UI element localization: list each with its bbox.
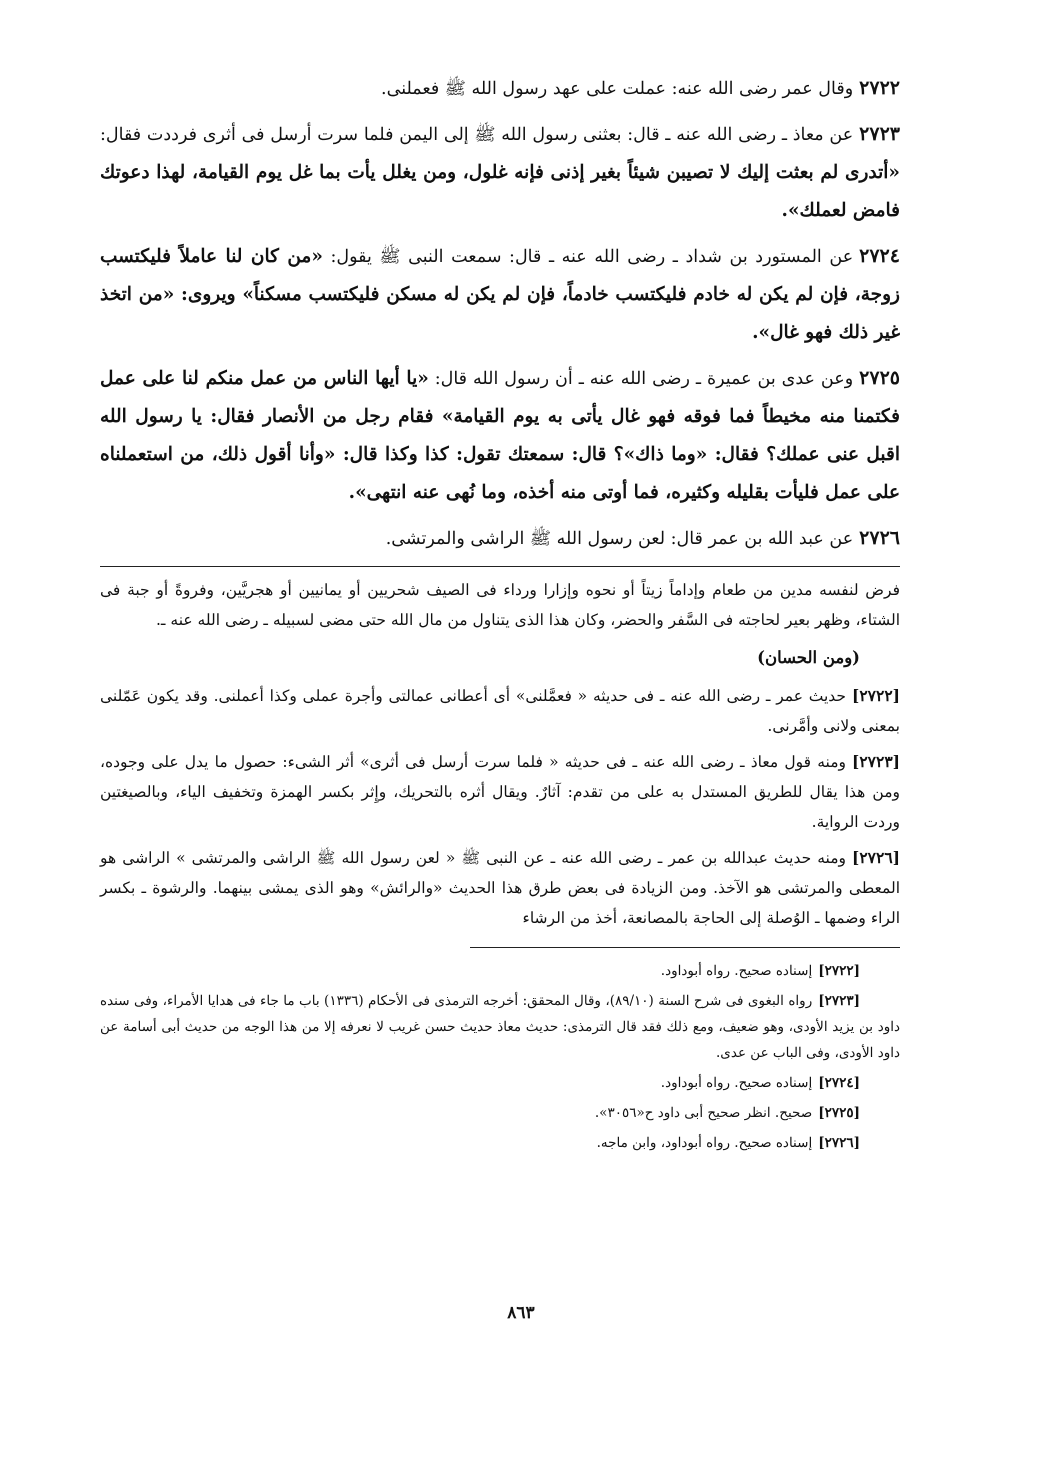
section-title: (ومن الحسان) <box>757 648 860 667</box>
hadith-text: وعن عدى بن عميرة ـ رضى الله عنه ـ أن رسول الله قال: <box>434 369 854 389</box>
commentary-ref: [٢٧٢٦] <box>852 848 900 867</box>
hadith-number: ٢٧٢٦ <box>859 527 900 549</box>
hadith-2725 <box>100 360 900 512</box>
hadith-2724 <box>100 238 900 352</box>
footnote-text: إسناده صحيح. رواه أبوداود. <box>660 963 813 979</box>
footnote-ref: [٢٧٢٢] <box>818 963 860 979</box>
footnote-ref: [٢٧٢٤] <box>818 1075 860 1091</box>
page-number: ٨٦٣ <box>507 1303 535 1323</box>
hadith-number: ٢٧٢٣ <box>859 123 900 145</box>
commentary-text: حديث عمر ـ رضى الله عنه ـ فى حديثه « فعمَّلنى» أى أعطانى عمالتى وأجرة عملى وكذا أعملنى. وقد يكون عَمّلنى بمعنى ولانى وأمَّرنى. <box>100 687 900 735</box>
hadith-number: ٢٧٢٥ <box>859 367 900 389</box>
footnote-divider <box>470 947 900 948</box>
footnote-2725 <box>100 1100 860 1126</box>
hadith-2723 <box>100 116 900 230</box>
hadith-number: ٢٧٢٤ <box>859 245 900 267</box>
footnote-2726 <box>100 1130 860 1156</box>
footnote-text: إسناده صحيح. رواه أبوداود، وابن ماجه. <box>596 1135 813 1151</box>
footnote-2722 <box>100 958 860 984</box>
hadith-text: عن عبد الله بن عمر قال: لعن رسول الله ﷺ الراشى والمرتشى. <box>385 529 854 549</box>
commentary-ref: [٢٧٢٣] <box>852 752 900 771</box>
hadith-text: عن معاذ ـ رضى الله عنه ـ قال: بعثنى رسول الله ﷺ إلى اليمن فلما سرت أرسل فى أثرى فرددت فقال: <box>100 125 854 145</box>
carryover-commentary: فرض لنفسه مدين من طعام وإداماً زيتاً أو نحوه وإزارا ورداء فى الصيف شحريين أو يمانيين أو هجريَّين، وفروةً أو جبة فى الشتاء، وظهر بعير لحاجته فى السَّفر والحضر، وكان هذا الذى يتناول من مال الله حتى مضى لسبيله ـ رضى الله عنه ـ. <box>100 581 900 629</box>
section-divider <box>100 566 900 567</box>
commentary-2723 <box>100 747 900 837</box>
hadith-number: ٢٧٢٢ <box>859 77 900 99</box>
footnote-text: إسناده صحيح. رواه أبوداود. <box>660 1075 813 1091</box>
hadith-2726 <box>100 520 900 558</box>
commentary-text: ومنه قول معاذ ـ رضى الله عنه ـ فى حديثه « فلما سرت أرسل فى أثرى» أثر الشىء: حصول ما يدل على وجوده، ومن هذا يقال للطريق المستدل به على من تقدم: آثارٌ. ويقال أثره بالتحريك، وإِثر بكسر الهمزة وتخفيف الياء، وبالصيغتين وردت الرواية. <box>100 753 900 831</box>
footnotes <box>100 958 900 1156</box>
footnote-text: رواه البغوى فى شرح السنة (٨٩/١٠)، وقال المحقق: أخرجه الترمذى فى الأحكام (١٣٣٦) باب ما جاء فى هدايا الأمراء، وفى سنده داود بن يزيد الأودى، وهو ضعيف، ومع ذلك فقد قال الترمذى: حديث معاذ حديث حسن غريب لا نعرفه إلا من هذا الوجه من حديث أبى أسامة عن داود الأودى، وفى الباب عن عدى. <box>100 993 900 1061</box>
footnote-ref: [٢٧٢٥] <box>818 1105 860 1121</box>
hadith-quote: «أتدرى لم بعثت إليك لا تصيبن شيئاً بغير إذنى فإنه غلول، ومن يغلل يأت بما غل يوم القيامة، لهذا دعوتك فامض لعملك». <box>100 162 900 221</box>
footnote-2723 <box>100 988 900 1066</box>
footnote-ref: [٢٧٢٣] <box>818 993 861 1009</box>
hadith-text: وقال عمر رضى الله عنه: عملت على عهد رسول الله ﷺ فعملنى. <box>381 79 854 99</box>
commentary-2722 <box>100 681 900 741</box>
footnote-2724 <box>100 1070 860 1096</box>
hadith-text: عن المستورد بن شداد ـ رضى الله عنه ـ قال: سمعت النبى ﷺ يقول: <box>330 247 854 267</box>
hadith-quote: «من كان لنا عاملاً فليكتسب زوجة، فإن لم يكن له خادم فليكتسب خادماً، فإن لم يكن له مسكن فليكتسب مسكناً» ويروى: «من اتخذ غير ذلك فهو غال». <box>100 246 900 343</box>
commentary-2726 <box>100 843 900 933</box>
footnote-text: صحيح. انظر صحيح أبى داود ح«٣٠٥٦». <box>594 1105 813 1121</box>
footnote-ref: [٢٧٢٦] <box>818 1135 860 1151</box>
hadith-2722 <box>100 70 900 108</box>
commentary-text: ومنه حديث عبدالله بن عمر ـ رضى الله عنه ـ عن النبى ﷺ « لعن رسول الله ﷺ الراشى والمرتشى » الراشى هو المعطى والمرتشى هو الآخذ. ومن الزيادة فى بعض طرق هذا الحديث «والرائش» وهو الذى يمشى بينهما. والرشوة ـ بكسر الراء وضمها ـ الوُصلة إلى الحاجة بالمصانعة، أخذ من الرشاء <box>100 849 900 927</box>
hadith-quote: «يا أيها الناس من عمل منكم لنا على عمل فكتمنا منه مخيطاً فما فوقه فهو غال يأتى به يوم القيامة» فقام رجل من الأنصار فقال: يا رسول الله اقبل عنى عملك؟ فقال: «وما ذاك»؟ قال: سمعتك تقول: كذا وكذا قال: «وأنا أقول ذلك، من استعملناه على عمل فليأت بقليله وكثيره، فما أوتى منه أخذه، وما نُهى عنه انتهى». <box>100 368 900 503</box>
commentary-ref: [٢٧٢٢] <box>852 686 900 705</box>
page-body <box>100 70 900 1160</box>
